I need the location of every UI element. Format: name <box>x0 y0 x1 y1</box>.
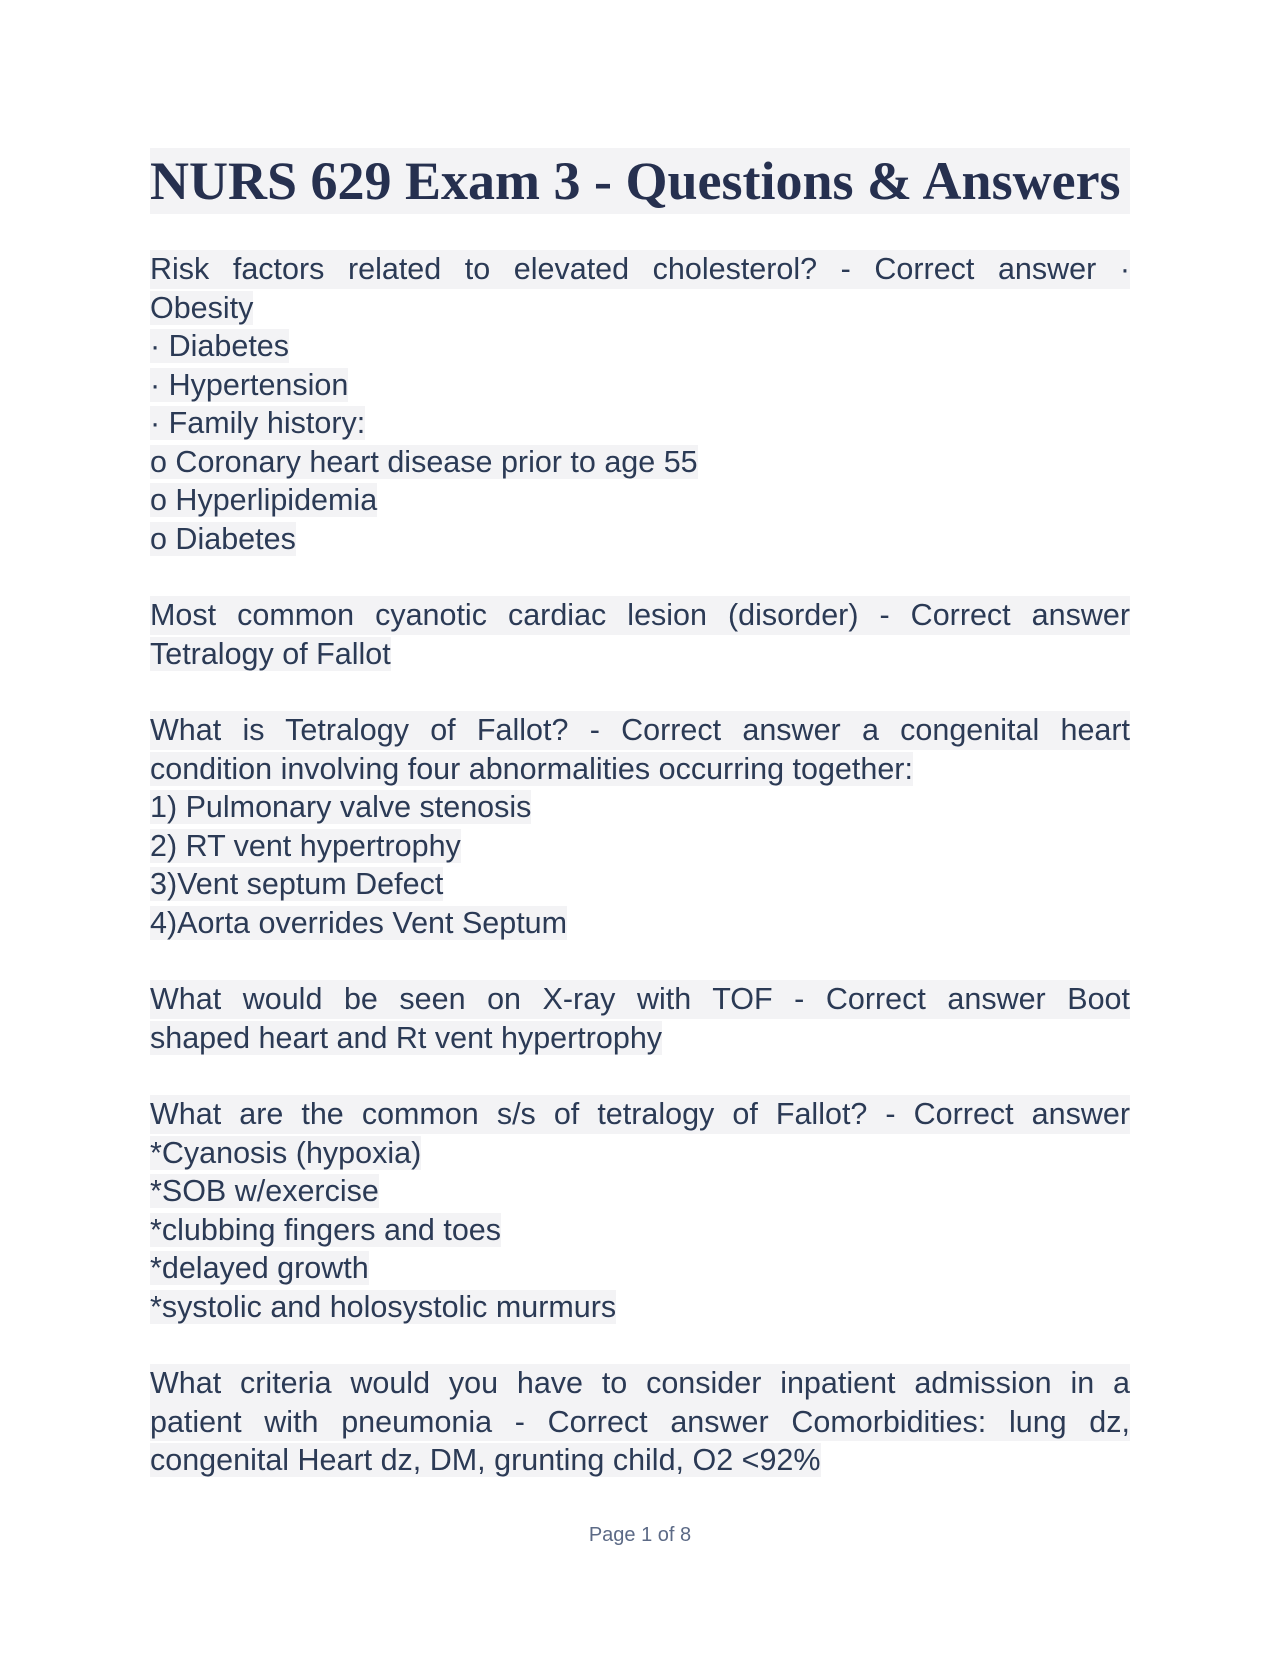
question-text: What is Tetralogy of Fallot? - Correct answer a congenital heart <box>150 711 1130 750</box>
qa-item <box>150 1095 1130 1326</box>
qa-item <box>150 1364 1130 1480</box>
document-title: NURS 629 Exam 3 - Questions & Answers <box>150 148 1130 214</box>
answer-text: patient with pneumonia - Correct answer Comorbidities: lung dz, <box>150 1403 1130 1442</box>
answer-text: Tetralogy of Fallot <box>150 636 391 671</box>
question-text: What criteria would you have to consider inpatient admission in a <box>150 1364 1130 1403</box>
answer-text: *systolic and holosystolic murmurs <box>150 1289 617 1324</box>
answer-text: *Cyanosis (hypoxia) <box>150 1135 422 1170</box>
question-text: Risk factors related to elevated cholesterol? - Correct answer · <box>150 250 1130 289</box>
answer-text: 3)Vent septum Defect <box>150 867 444 901</box>
answer-text: o Diabetes <box>150 521 296 556</box>
answer-text: 1) Pulmonary valve stenosis <box>150 790 532 824</box>
answer-text: *clubbing fingers and toes <box>150 1212 501 1247</box>
answer-text: Obesity <box>150 290 254 325</box>
answer-text: 2) RT vent hypertrophy <box>150 828 461 863</box>
question-text: What are the common s/s of tetralogy of Fallot? - Correct answer <box>150 1095 1130 1134</box>
answer-text: · Family history: <box>150 406 366 440</box>
question-text: Most common cyanotic cardiac lesion (disorder) - Correct answer <box>150 596 1130 635</box>
answer-text: 4)Aorta overrides Vent Septum <box>150 905 568 940</box>
document-page <box>150 148 1130 1518</box>
page-number: Page 1 of 8 <box>588 1524 692 1546</box>
qa-item <box>150 980 1130 1057</box>
answer-text: congenital Heart dz, DM, grunting child, O2 <92% <box>150 1443 821 1477</box>
answer-text: · Hypertension <box>150 367 349 402</box>
qa-item <box>150 596 1130 673</box>
answer-text: o Coronary heart disease prior to age 55 <box>150 444 698 479</box>
answer-text: · Diabetes <box>150 329 290 363</box>
answer-text: condition involving four abnormalities occurring together: <box>150 751 913 786</box>
answer-text: shaped heart and Rt vent hypertrophy <box>150 1020 663 1055</box>
qa-item <box>150 250 1130 558</box>
answer-text: *SOB w/exercise <box>150 1174 379 1208</box>
answer-text: *delayed growth <box>150 1251 369 1285</box>
answer-text: o Hyperlipidemia <box>150 483 378 517</box>
qa-item <box>150 711 1130 942</box>
question-text: What would be seen on X-ray with TOF - Correct answer Boot <box>150 980 1130 1019</box>
